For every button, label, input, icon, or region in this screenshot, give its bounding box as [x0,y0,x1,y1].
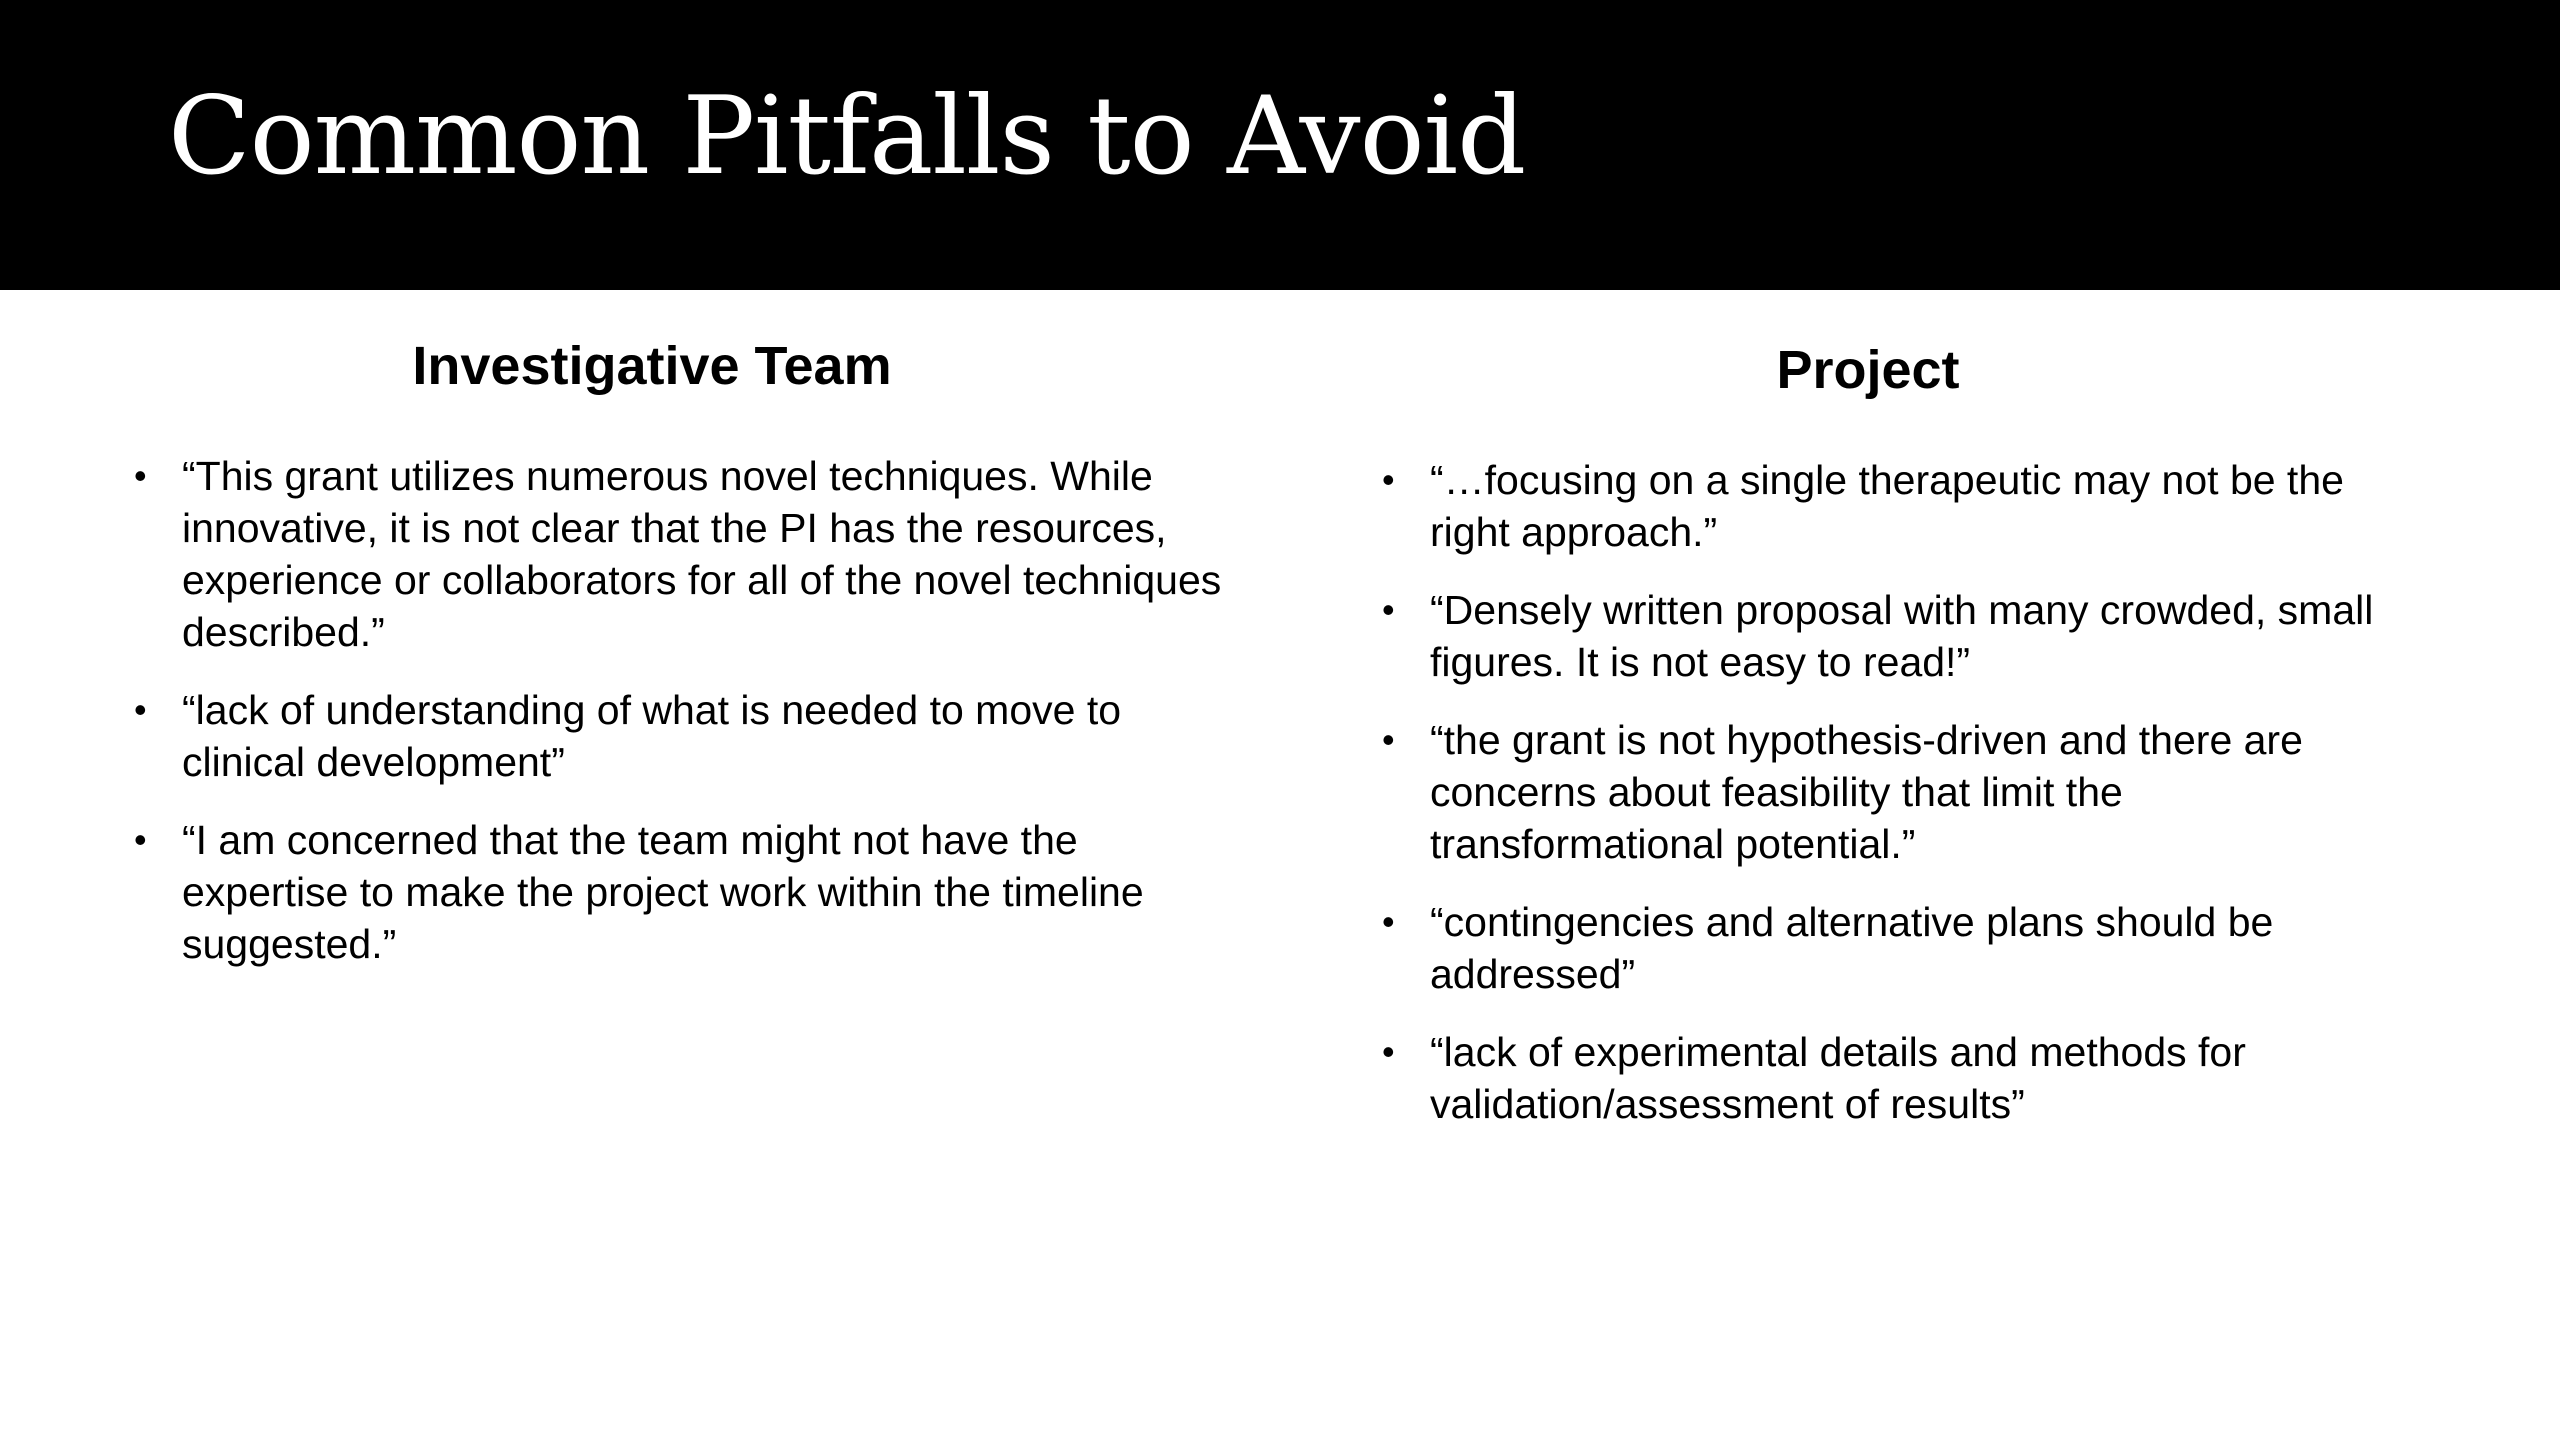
list-item-text: “Densely written proposal with many crowded, small figures. It is not easy to read!” [1430,587,2374,685]
list-item-text: “the grant is not hypothesis-driven and there are concerns about feasibility that limit the transformational potential.” [1430,717,2303,867]
list-item [1368,454,2408,558]
bullet-icon: • [1382,1031,1395,1072]
list-item-text: “lack of understanding of what is needed to move to clinical development” [182,687,1122,785]
list-item-text: “lack of experimental details and methods for validation/assessment of results” [1430,1029,2246,1127]
investigative-team-heading: Investigative Team [412,336,892,396]
list-item-text: “…focusing on a single therapeutic may not be the right approach.” [1430,457,2344,555]
project-list [1368,454,2408,1130]
title-bar [0,0,2560,290]
list-item-text: “contingencies and alternative plans should be addressed” [1430,899,2274,997]
investigative-team-list [120,450,1240,970]
bullet-icon: • [1382,589,1395,630]
list-item [120,684,1240,788]
list-item [1368,1026,2408,1130]
bullet-icon: • [1382,901,1395,942]
investigative-team-column [120,330,1240,996]
list-item [120,450,1240,658]
list-item [120,814,1240,970]
slide-title: Common Pitfalls to Avoid [168,74,1526,199]
bullet-icon: • [134,819,147,860]
bullet-icon: • [134,455,147,496]
list-item-text: “This grant utilizes numerous novel techniques. While innovative, it is not clear that the PI has the resources, experience or collaborators for all of the novel techniques described.” [182,453,1222,655]
list-item-text: “I am concerned that the team might not have the expertise to make the project work within the timeline suggested.” [182,817,1144,967]
bullet-icon: • [1382,719,1395,760]
project-column [1368,330,2408,1156]
list-item [1368,714,2408,870]
list-item [1368,896,2408,1000]
project-heading: Project [1776,340,1960,400]
list-item [1368,584,2408,688]
bullet-icon: • [1382,459,1395,500]
bullet-icon: • [134,689,147,730]
